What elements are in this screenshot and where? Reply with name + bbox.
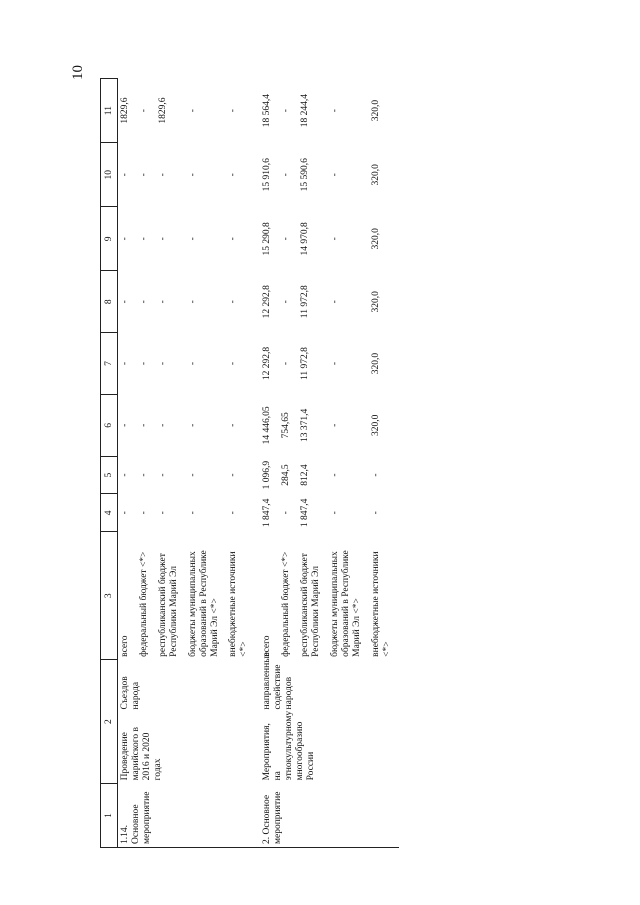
- funding-source: федеральный бюджет <*>: [281, 551, 292, 657]
- value-cell: 13 371,4: [300, 408, 311, 442]
- value-cell: -: [138, 300, 149, 304]
- value-cell: -: [120, 361, 130, 366]
- funding-source: федеральный бюджет <*>: [138, 551, 149, 657]
- value-cell: -: [187, 361, 198, 366]
- value-cell: -: [157, 300, 168, 304]
- value-cell: -: [228, 109, 239, 113]
- funding-source: бюджеты муниципальных образований в Республике Марий Эл <*>: [187, 550, 220, 657]
- value-cell: -: [329, 173, 340, 177]
- value-cell: -: [228, 300, 239, 304]
- value-cell: 812,4: [300, 464, 311, 486]
- col-header: 5: [101, 456, 118, 494]
- value-cell: -: [187, 423, 198, 427]
- budget-table: [100, 78, 399, 848]
- funding-source: всего: [262, 635, 273, 657]
- col-header: 2: [101, 660, 118, 784]
- value-cell: -: [120, 473, 130, 477]
- col-header: 10: [101, 143, 118, 207]
- value-cell: -: [281, 109, 292, 113]
- event-code: 1.14. Основное мероприятие: [118, 783, 257, 847]
- value-cell: 14 446,05: [262, 406, 273, 445]
- value-cell: -: [329, 300, 340, 304]
- value-cell: -: [281, 361, 292, 366]
- value-cell: -: [157, 173, 168, 177]
- value-cell: -: [329, 511, 340, 515]
- value-cell: 11 972,8: [300, 347, 311, 380]
- value-cell: -: [120, 173, 130, 177]
- value-cell: -: [281, 173, 292, 177]
- funding-source: республиканский бюджет Республики Марий Эл: [300, 553, 322, 657]
- value-cell: 1829,6: [157, 97, 168, 124]
- event-name: Мероприятия, на этнокультурному многообразию России: [262, 710, 316, 781]
- value-cell: -: [187, 237, 198, 241]
- funding-source: бюджеты муниципальных образований в Республике Марий Эл <*>: [329, 550, 362, 657]
- value-cell: -: [157, 473, 168, 477]
- value-cell: -: [187, 300, 198, 304]
- value-cell: -: [138, 109, 149, 113]
- value-cell: -: [157, 423, 168, 427]
- funding-source: внебюджетные источники <*>: [370, 551, 392, 657]
- funding-source: внебюджетные источники <*>: [228, 551, 250, 657]
- col-header: 4: [101, 494, 118, 532]
- value-cell: 12 292,8: [262, 346, 273, 381]
- event-name: Проведение марийского в 2016 и 2020 годах: [120, 726, 163, 781]
- page-number: 10: [70, 65, 86, 80]
- value-cell: 15 590,6: [300, 158, 311, 192]
- event-target: Съездов народа: [120, 676, 141, 710]
- value-cell: 18 244,4: [300, 93, 311, 128]
- value-cell: -: [228, 423, 239, 427]
- table-row: [118, 79, 137, 848]
- value-cell: -: [228, 361, 239, 366]
- value-cell: 1829,6: [120, 97, 130, 124]
- value-cell: 1 847,4: [262, 498, 273, 528]
- value-cell: -: [329, 473, 340, 477]
- value-cell: -: [228, 473, 239, 477]
- event-code: 2. Основное мероприятие: [256, 783, 398, 847]
- value-cell: -: [329, 361, 340, 366]
- value-cell: 284,5: [281, 464, 292, 486]
- value-cell: -: [228, 173, 239, 177]
- col-header: 8: [101, 271, 118, 333]
- value-cell: -: [329, 109, 340, 113]
- value-cell: -: [187, 511, 198, 515]
- value-cell: 320,0: [370, 291, 381, 313]
- value-cell: 754,65: [281, 412, 292, 439]
- value-cell: -: [187, 173, 198, 177]
- value-cell: -: [138, 511, 149, 515]
- value-cell: 12 292,8: [262, 285, 273, 319]
- value-cell: 1 096,9: [262, 460, 273, 490]
- value-cell: -: [157, 361, 168, 366]
- value-cell: 14 970,8: [300, 222, 311, 256]
- value-cell: 320,0: [370, 228, 381, 250]
- value-cell: 320,0: [370, 352, 381, 375]
- col-header: 6: [101, 394, 118, 456]
- value-cell: -: [281, 511, 292, 515]
- col-header: 7: [101, 333, 118, 395]
- table-body: [118, 79, 399, 848]
- value-cell: -: [138, 361, 149, 366]
- value-cell: -: [370, 511, 381, 515]
- value-cell: -: [329, 237, 340, 241]
- value-cell: 11 972,8: [300, 285, 311, 319]
- value-cell: 18 564,4: [262, 93, 273, 128]
- value-cell: 15 290,8: [262, 222, 273, 256]
- value-cell: -: [281, 300, 292, 304]
- col-header: 9: [101, 207, 118, 271]
- value-cell: -: [157, 237, 168, 241]
- event-target: направленные содействие народов: [262, 652, 295, 710]
- value-cell: -: [138, 423, 149, 427]
- table-row: [256, 79, 279, 848]
- value-cell: -: [228, 237, 239, 241]
- value-cell: -: [120, 511, 130, 515]
- value-cell: 1 847,4: [300, 498, 311, 528]
- rotated-table-container: [100, 78, 540, 848]
- col-header: 3: [101, 532, 118, 660]
- value-cell: -: [228, 511, 239, 515]
- value-cell: 320,0: [370, 164, 381, 186]
- column-number-row: [101, 79, 118, 848]
- value-cell: -: [187, 109, 198, 113]
- value-cell: -: [120, 300, 130, 304]
- value-cell: -: [329, 423, 340, 427]
- value-cell: -: [120, 237, 130, 241]
- value-cell: -: [138, 173, 149, 177]
- funding-source: республиканский бюджет Республики Марий Эл: [157, 553, 179, 657]
- value-cell: 320,0: [370, 99, 381, 122]
- value-cell: -: [187, 473, 198, 477]
- value-cell: -: [157, 511, 168, 515]
- value-cell: -: [120, 423, 130, 427]
- value-cell: -: [138, 237, 149, 241]
- funding-source: всего: [120, 635, 130, 657]
- value-cell: 15 910,6: [262, 158, 273, 192]
- value-cell: -: [370, 473, 381, 477]
- value-cell: 320,0: [370, 414, 381, 436]
- value-cell: -: [138, 473, 149, 477]
- value-cell: -: [281, 237, 292, 241]
- col-header: 1: [101, 783, 118, 847]
- col-header: 11: [101, 79, 118, 143]
